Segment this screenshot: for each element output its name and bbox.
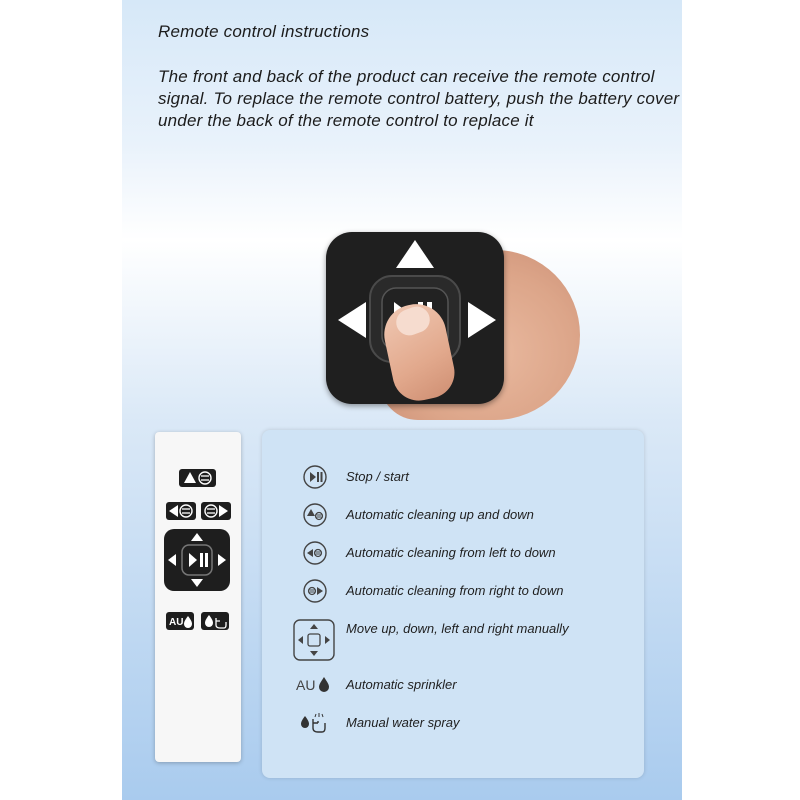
manual-spray-button[interactable] xyxy=(201,612,229,630)
legend-card xyxy=(262,430,644,778)
svg-text:AU: AU xyxy=(169,617,184,628)
legend-label: Manual water spray xyxy=(346,715,460,730)
up-arrow-icon xyxy=(396,240,434,268)
dpad-icon xyxy=(292,618,336,662)
play-pause-icon xyxy=(298,462,332,492)
remote-control xyxy=(155,432,241,762)
legend-row xyxy=(262,670,644,700)
legend-label: Automatic sprinkler xyxy=(346,677,457,692)
right-arrow-icon xyxy=(468,302,496,338)
auto-sprinkler-icon xyxy=(294,670,334,700)
legend-label: Automatic cleaning from left to down xyxy=(346,545,556,560)
auto-up-down-icon xyxy=(298,500,332,530)
auto-right-down-icon xyxy=(298,576,332,606)
auto-up-down-button[interactable] xyxy=(179,469,216,487)
legend-label: Automatic cleaning from right to down xyxy=(346,583,564,598)
legend-row xyxy=(262,618,644,662)
legend-label: Stop / start xyxy=(346,469,409,484)
legend-row xyxy=(262,500,644,530)
legend-row xyxy=(262,538,644,568)
legend-label: Move up, down, left and right manually xyxy=(346,621,569,636)
instructions-text: The front and back of the product can receive the remote control signal. To replace the remote control battery, push the battery cover under the back of the remote control to replace it xyxy=(158,67,680,130)
legend-row xyxy=(262,462,644,492)
manual-spray-icon xyxy=(294,708,334,738)
auto-left-down-icon xyxy=(298,538,332,568)
legend-row xyxy=(262,576,644,606)
auto-left-down-button[interactable] xyxy=(166,502,196,520)
auto-right-down-button[interactable] xyxy=(201,502,231,520)
auto-sprinkler-button[interactable] xyxy=(166,612,194,630)
legend-row xyxy=(262,708,644,738)
svg-text:AU: AU xyxy=(296,677,316,693)
legend-label: Automatic cleaning up and down xyxy=(346,507,534,522)
dpad-button[interactable] xyxy=(164,529,230,591)
left-arrow-icon xyxy=(338,302,366,338)
page-title: Remote control instructions xyxy=(158,22,370,41)
